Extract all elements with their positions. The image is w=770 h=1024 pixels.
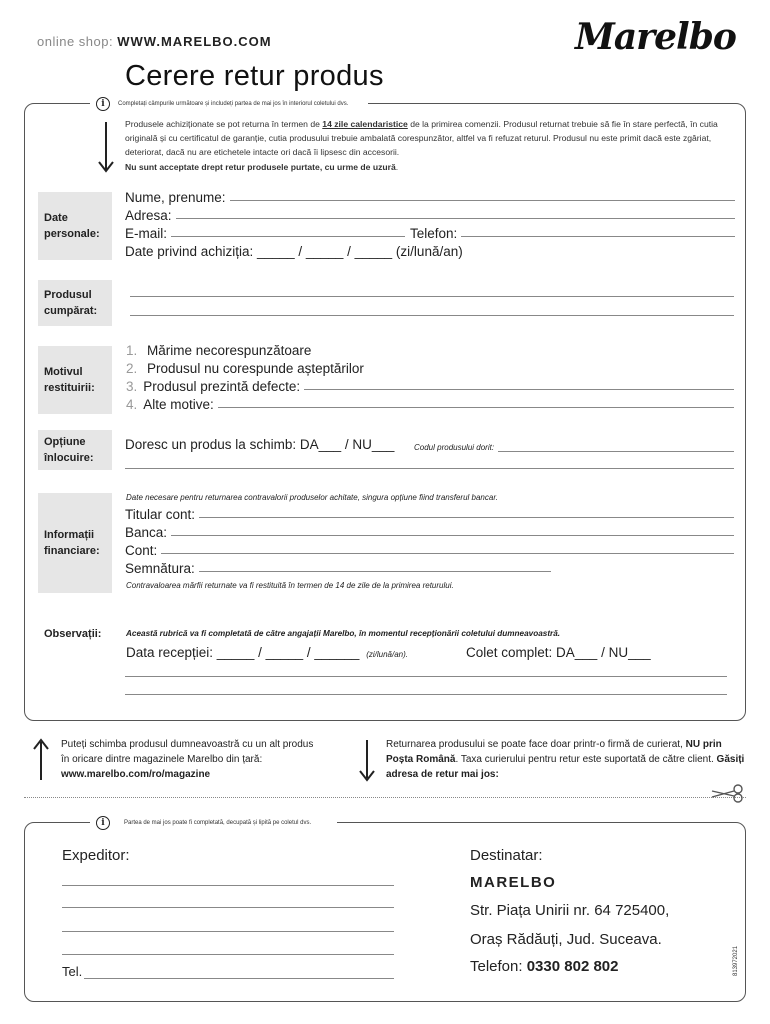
reason-label: Motivul restituirii: [38,346,112,414]
email-label: E-mail: [125,226,168,241]
reception-label: Data recepției: _____ / _____ / ______ [126,645,360,660]
sender-line-1[interactable] [62,885,394,886]
intro-term: 14 zile calendaristice [322,119,408,129]
courier-bold-1: NU prin Poșta Română [386,739,722,765]
scissors-icon [710,782,746,804]
cut-line [24,797,746,798]
finance-footer: Contravaloarea mărfii returnate va fi restituită în termen de 14 de zile de la primirea returului. [126,581,454,590]
top-note-bar [90,97,368,111]
form-code: 813972021 [733,945,739,976]
replace-line[interactable] [125,468,734,469]
account-field[interactable] [125,543,734,558]
shop-label: online shop: [37,34,114,49]
bank-field[interactable] [125,525,734,540]
shop-url[interactable]: WWW.MARELBO.COM [117,34,272,49]
reception-date[interactable] [126,645,408,660]
product-line-2[interactable] [130,315,734,316]
signature-field[interactable] [125,561,551,576]
courier-text-2: . Taxa curierului pentru retur este suportată de către client. [455,754,717,765]
intro-part2: de la primirea comenzii. Produsul returnat trebuie să fie în stare perfectă, în cutia originală și cu certificatul de garanție, cutia produsului trebuie ambalată corespunzător, altfel va fi refuzat returul. Produsul nu este primit dacă este zgâriat, deteriorat, dacă nu are etichetele intacte ori dacă îi lipsesc din accesorii. [125,119,718,158]
package-complete[interactable]: Colet complet: DA___ / NU___ [466,645,651,660]
finance-label: Informații financiare: [38,493,112,593]
product-label: Produsul cumpărat: [38,280,112,326]
purchase-date-field[interactable]: Date privind achiziția: _____ / _____ / _____ (zi/lună/an) [125,244,463,259]
finance-note: Date necesare pentru returnarea contravalorii produselor achitate, singura opțiune fiind transferul bancar. [126,493,498,502]
address-field[interactable] [125,208,735,223]
sender-line-4[interactable] [62,954,394,955]
reason-num: 3. [126,379,138,394]
phone-label: Telefon: [410,226,458,241]
product-line-1[interactable] [130,296,734,297]
cutout-note: Partea de mai jos poate fi completată, decupată și lipită pe coletul dvs. [124,820,312,826]
reason-item[interactable] [126,379,734,394]
account-label: Cont: [125,543,158,558]
name-field[interactable] [125,190,735,205]
product-code-field[interactable] [414,441,734,452]
sender-line-2[interactable] [62,907,394,908]
reason-num: 1. [126,343,138,358]
address-label: Adresa: [125,208,172,223]
stores-link[interactable]: www.marelbo.com/ro/magazine [61,769,211,780]
phone-field[interactable] [410,226,735,241]
tel-label: Tel. [62,964,83,979]
marelbo-logo: Marelbo [575,16,736,58]
arrow-down-icon [96,120,116,176]
obs-note: Această rubrică va fi completată de către angajații Marelbo, în momentul recepționării coletului dumneavoastră. [126,629,561,638]
sender-line-3[interactable] [62,931,394,932]
intro-bold-note: Nu sunt acceptate drept retur produsele purtate, cu urme de uzură [125,161,396,172]
product-code-label: Codul produsului dorit: [414,443,495,452]
courier-text-1: Returnarea produsului se poate face doar printr-o firmă de curierat, [386,739,686,750]
reason-text: Produsul nu corespunde așteptărilor [147,361,364,376]
sender-phone-field[interactable] [62,964,394,979]
bank-label: Banca: [125,525,168,540]
arrow-down-small-icon [358,738,376,782]
intro-end: . [395,161,399,172]
phone-number: 0330 802 802 [526,958,619,975]
reason-num: 4. [126,397,138,412]
reason-num: 2. [126,361,138,376]
recipient-city: Oraș Rădăuți, Jud. Suceava. [470,931,662,948]
reason-item[interactable] [126,397,734,412]
exchange-text: Puteți schimba produsul dumneavoastră cu un alt produs în oricare dintre magazinele Marelbo din țară: [61,739,314,765]
sender-label: Expeditor: [62,847,130,864]
obs-line-2[interactable] [125,694,727,695]
info-icon: i [96,816,110,830]
name-label: Nume, prenume: [125,190,226,205]
intro-text [125,117,737,174]
page-title: Cerere retur produs [125,60,384,92]
recipient-phone [470,958,618,975]
obs-label: Observații: [44,628,102,640]
exchange-info [61,737,321,782]
recipient-company: MARELBO [470,874,557,891]
top-note: Completați câmpurile următoare și includeți partea de mai jos în interiorul coletului dvs. [118,101,349,107]
reason-item[interactable] [126,361,364,376]
info-icon: i [96,97,110,111]
courier-bold-2: Găsiți adresa de retur mai jos: [386,754,745,780]
recipient-street: Str. Piața Unirii nr. 64 725400, [470,902,670,919]
personal-label: Date personale: [38,192,112,260]
reason-text: Produsul prezintă defecte: [143,379,301,394]
signature-label: Semnătura: [125,561,195,576]
holder-label: Titular cont: [125,507,196,522]
reason-text: Alte motive: [143,397,214,412]
cutout-note-bar [90,816,337,830]
courier-info [386,737,748,782]
email-field[interactable] [125,226,405,241]
shop-link[interactable] [37,34,272,49]
obs-line-1[interactable] [125,676,727,677]
arrow-up-icon [32,738,50,782]
reception-hint: (zi/lună/an). [366,650,408,659]
reason-text: Mărime necorespunzătoare [147,343,312,358]
exchange-field[interactable]: Doresc un produs la schimb: DA___ / NU___ [125,437,395,452]
phone-label: Telefon: [470,958,527,975]
holder-field[interactable] [125,507,734,522]
replace-label: Opțiune înlocuire: [38,430,112,470]
intro-part1: Produsele achiziționate se pot returna în termen de [125,119,323,129]
recipient-label: Destinatar: [470,847,543,864]
reason-item[interactable] [126,343,311,358]
